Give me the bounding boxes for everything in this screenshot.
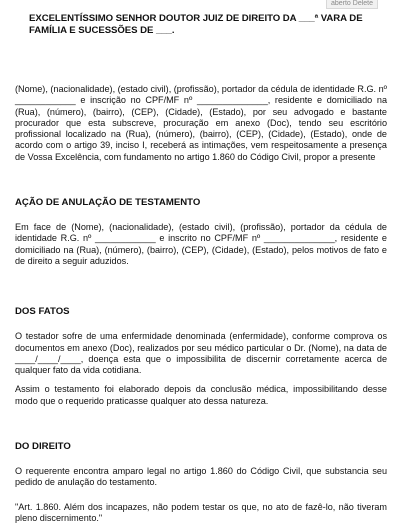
law-quote: "Art. 1.860. Além dos incapazes, não podem testar os que, no ato de fazê-lo, não tiveram pleno discernimento." (15, 501, 387, 523)
court-heading: EXCELENTÍSSIMO SENHOR DOUTOR JUIZ DE DIREITO DA ___ª VARA DE FAMÍLIA E SUCESSÕES DE ___. (29, 13, 363, 36)
facts-paragraph-2: Assim o testamento foi elaborado depois da conclusão médica, impossibilitando desse modo que o requerido praticasse qualquer ato dessa natureza. (15, 384, 387, 406)
law-heading: DO DIREITO (15, 441, 71, 453)
facts-heading: DOS FATOS (15, 306, 70, 318)
facts-paragraph-1: O testador sofre de uma enfermidade denominada (enfermidade), conforme comprova os documentos em anexo (Doc), realizados por seu médico particular o Dr. (Nome), na data de ____/____/____, doença esta que o impossibilita de discernir corretamente acerca de qualquer fato da vida cotidiana. (15, 331, 387, 376)
document-content (15, 13, 387, 524)
law-paragraph: O requerente encontra amparo legal no artigo 1.860 do Código Civil, que substancia seu pedido de anulação do testamento. (15, 466, 387, 488)
action-title: AÇÃO DE ANULAÇÃO DE TESTAMENTO (15, 197, 201, 209)
corner-badge: aberto Delete (326, 0, 378, 9)
intro-paragraph: (Nome), (nacionalidade), (estado civil), (profissão), portador da cédula de identidade R.G. nº ____________ e inscrição no CPF/MF nº ______________, residente e domiciliado na (Rua), (número), (bairro), (CEP), (Cidade), (Estado), por seu advogado e bastante procurador que esta subscreve, procuração em anexo (Doc), tendo seu escritório profissional localizado na (Rua), (número), (bairro), (CEP), (Cidade), (Estado), onde de acordo com o artigo 39, inciso I, receberá as intimações, vem respeitosamente a presença de Vossa Excelência, com fundamento no artigo 1.860 do Código Civil, propor a presente (15, 84, 387, 162)
defendant-paragraph: Em face de (Nome), (nacionalidade), (estado civil), (profissão), portador da cédula de identidade R.G. nº ____________ e inscrito no CPF/MF nº ______________, residente e domiciliado na (Rua), (número), (bairro), (CEP), (Cidade), (Estado), pelos motivos de fato e de direito a seguir aduzidos. (15, 222, 387, 266)
